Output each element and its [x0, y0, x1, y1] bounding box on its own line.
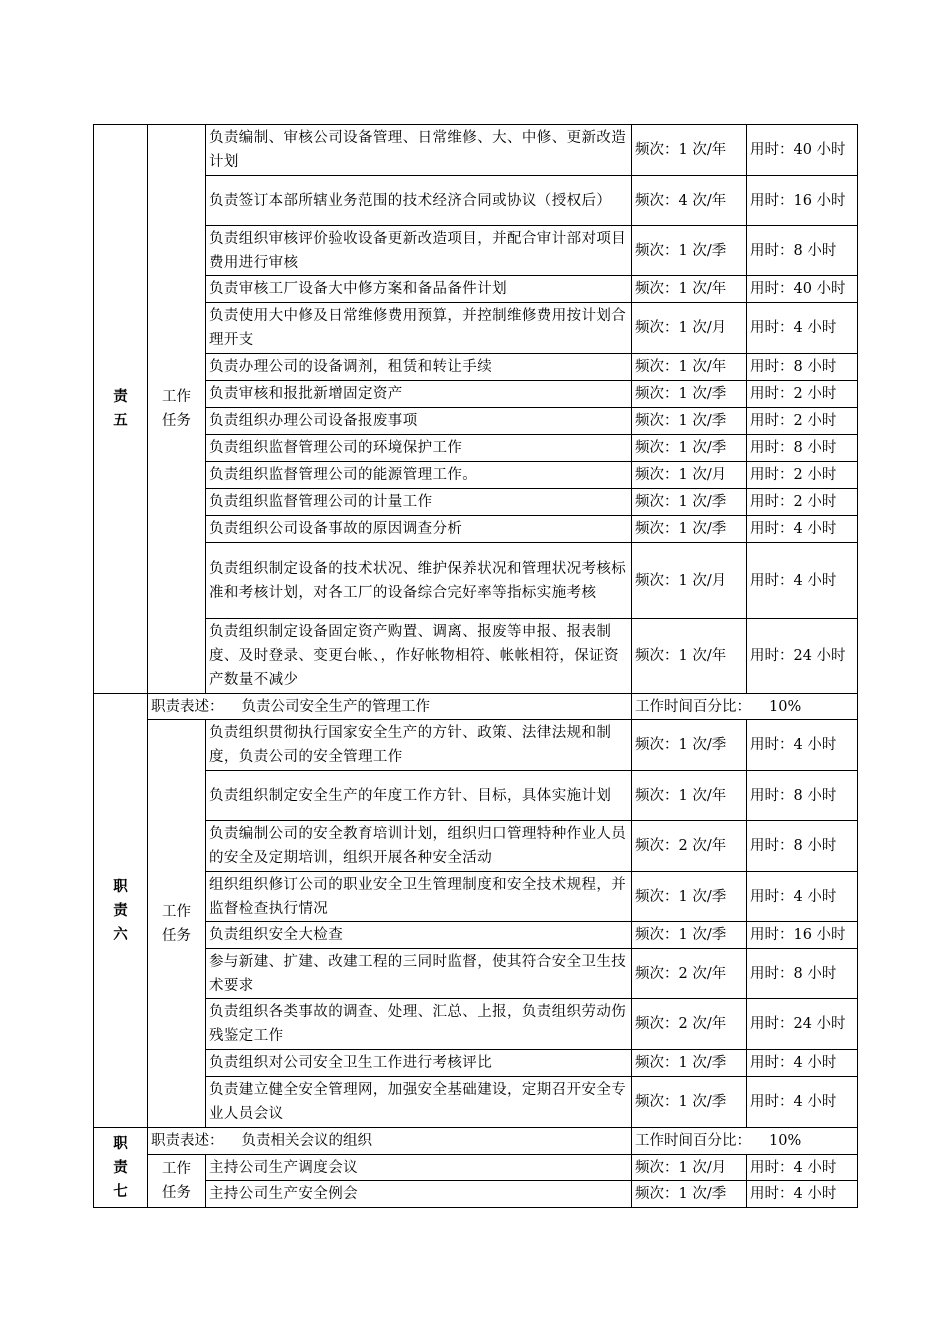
- task-duration: 用时：8 小时: [747, 821, 858, 872]
- task-description: 负责组织贯彻执行国家安全生产的方针、政策、法律法规和制度，负责公司的安全管理工作: [206, 720, 632, 771]
- task-row: [94, 949, 858, 999]
- task-row: [94, 1181, 858, 1208]
- task-description: 负责组织制定设备固定资产购置、调离、报废等申报、报表制度、及时登录、变更台帐、，作好帐物相符、帐帐相符，保证资产数量不减少: [206, 619, 632, 694]
- task-duration: 用时：16 小时: [747, 922, 858, 949]
- task-row: [94, 381, 858, 408]
- task-description: 负责组织监督管理公司的环境保护工作: [206, 435, 632, 462]
- task-frequency: 频次：1 次/季: [632, 381, 747, 408]
- task-duration: 用时：8 小时: [747, 435, 858, 462]
- work-time-percent: [632, 1128, 858, 1155]
- task-row: [94, 720, 858, 771]
- duty-expression-label: 职责表述：: [151, 698, 224, 715]
- task-duration: 用时：16 小时: [747, 176, 858, 226]
- task-description: 负责组织监督管理公司的计量工作: [206, 489, 632, 516]
- work-time-percent-value: 10%: [769, 698, 802, 715]
- task-description: 负责组织各类事故的调查、处理、汇总、上报，负责组织劳动伤残鉴定工作: [206, 999, 632, 1050]
- task-frequency: 频次：1 次/季: [632, 226, 747, 276]
- duty-expression: [148, 694, 632, 720]
- task-duration: 用时：24 小时: [747, 619, 858, 694]
- task-duration: 用时：40 小时: [747, 125, 858, 176]
- task-description: 负责审核工厂设备大中修方案和备品备件计划: [206, 276, 632, 303]
- task-description: 负责组织监督管理公司的能源管理工作。: [206, 462, 632, 489]
- task-row: [94, 821, 858, 872]
- task-description: 负责签订本部所辖业务范围的技术经济合同或协议（授权后）: [206, 176, 632, 226]
- task-category-char: 任务: [162, 1185, 191, 1201]
- task-description: 负责组织对公司安全卫生工作进行考核评比: [206, 1050, 632, 1077]
- task-row: [94, 543, 858, 619]
- task-description: 负责组织公司设备事故的原因调查分析: [206, 516, 632, 543]
- duty-expression-text: 负责相关会议的组织: [241, 1133, 372, 1149]
- task-duration: 用时：2 小时: [747, 408, 858, 435]
- section-title-char: 责: [113, 388, 128, 405]
- task-row: [94, 922, 858, 949]
- task-duration: 用时：4 小时: [747, 303, 858, 354]
- task-category-char: 工作: [162, 1161, 191, 1177]
- task-frequency: 频次：1 次/季: [632, 872, 747, 922]
- task-duration: 用时：4 小时: [747, 1181, 858, 1208]
- task-category: [148, 1155, 206, 1208]
- task-frequency: 频次：4 次/年: [632, 176, 747, 226]
- task-duration: 用时：2 小时: [747, 462, 858, 489]
- task-row: [94, 1050, 858, 1077]
- task-description: 负责组织安全大检查: [206, 922, 632, 949]
- section-title-char: 责: [113, 1158, 128, 1176]
- section-title-char: 七: [113, 1182, 128, 1200]
- task-duration: 用时：4 小时: [747, 1077, 858, 1128]
- task-description: 负责编制公司的安全教育培训计划，组织归口管理特种作业人员的安全及定期培训，组织开展各种安全活动: [206, 821, 632, 872]
- task-duration: 用时：4 小时: [747, 720, 858, 771]
- duty-expression-label: 职责表述：: [151, 1133, 224, 1149]
- task-description: 主持公司生产调度会议: [206, 1155, 632, 1181]
- task-frequency: 频次：1 次/月: [632, 1155, 747, 1181]
- task-frequency: 频次：1 次/年: [632, 125, 747, 176]
- task-duration: 用时：8 小时: [747, 949, 858, 999]
- task-duration: 用时：4 小时: [747, 543, 858, 619]
- task-frequency: 频次：1 次/季: [632, 435, 747, 462]
- task-description: 参与新建、扩建、改建工程的三同时监督，使其符合安全卫生技术要求: [206, 949, 632, 999]
- task-frequency: 频次：2 次/年: [632, 949, 747, 999]
- section-title: [94, 694, 148, 1128]
- task-duration: 用时：24 小时: [747, 999, 858, 1050]
- task-row: [94, 872, 858, 922]
- task-frequency: 频次：1 次/季: [632, 1181, 747, 1208]
- section-title-char: 职: [113, 1134, 128, 1152]
- task-frequency: 频次：2 次/年: [632, 821, 747, 872]
- task-category-char: 任务: [162, 927, 191, 944]
- task-row: [94, 303, 858, 354]
- task-duration: 用时：4 小时: [747, 516, 858, 543]
- work-time-percent-label: 工作时间百分比：: [635, 698, 751, 715]
- task-frequency: 频次：1 次/季: [632, 489, 747, 516]
- task-duration: 用时：8 小时: [747, 226, 858, 276]
- task-category-char: 工作: [162, 903, 191, 920]
- task-category-char: 工作: [162, 389, 191, 405]
- section-title-char: 六: [113, 925, 128, 943]
- section-title: [94, 125, 148, 694]
- work-time-percent: [632, 694, 858, 720]
- task-description: 主持公司生产安全例会: [206, 1181, 632, 1208]
- duty-expression: [148, 1128, 632, 1155]
- task-description: 负责使用大中修及日常维修费用预算，并控制维修费用按计划合理开支: [206, 303, 632, 354]
- task-category: [148, 125, 206, 694]
- task-row: [94, 462, 858, 489]
- task-frequency: 频次：1 次/月: [632, 543, 747, 619]
- task-frequency: 频次：1 次/季: [632, 516, 747, 543]
- task-frequency: 频次：1 次/季: [632, 1077, 747, 1128]
- section-title-char: 职: [113, 877, 128, 895]
- task-row: [94, 999, 858, 1050]
- task-category: [148, 720, 206, 1128]
- task-description: 负责组织制定安全生产的年度工作方针、目标，具体实施计划: [206, 771, 632, 821]
- task-description: 负责建立健全安全管理网，加强安全基础建设，定期召开安全专业人员会议: [206, 1077, 632, 1128]
- task-frequency: 频次：1 次/季: [632, 922, 747, 949]
- expression-row: [94, 1128, 858, 1155]
- duty-table: [93, 124, 858, 1208]
- work-time-percent-value: 10%: [769, 1133, 802, 1149]
- task-duration: 用时：2 小时: [747, 489, 858, 516]
- task-row: [94, 354, 858, 381]
- section-title-char: 五: [113, 412, 128, 429]
- task-category-char: 任务: [162, 413, 191, 429]
- task-frequency: 频次：1 次/月: [632, 303, 747, 354]
- task-row: [94, 125, 858, 176]
- task-description: 组织组织修订公司的职业安全卫生管理制度和安全技术规程，并监督检查执行情况: [206, 872, 632, 922]
- task-row: [94, 1155, 858, 1181]
- task-frequency: 频次：1 次/季: [632, 408, 747, 435]
- task-description: 负责审核和报批新增固定资产: [206, 381, 632, 408]
- task-frequency: 频次：1 次/年: [632, 276, 747, 303]
- task-description: 负责办理公司的设备调剂，租赁和转让手续: [206, 354, 632, 381]
- work-time-percent-label: 工作时间百分比：: [635, 1133, 751, 1149]
- task-description: 负责组织审核评价验收设备更新改造项目，并配合审计部对项目费用进行审核: [206, 226, 632, 276]
- task-duration: 用时：40 小时: [747, 276, 858, 303]
- task-frequency: 频次：1 次/年: [632, 354, 747, 381]
- task-frequency: 频次：1 次/年: [632, 619, 747, 694]
- task-row: [94, 489, 858, 516]
- task-duration: 用时：4 小时: [747, 872, 858, 922]
- task-duration: 用时：4 小时: [747, 1155, 858, 1181]
- task-row: [94, 771, 858, 821]
- task-frequency: 频次：1 次/季: [632, 720, 747, 771]
- task-description: 负责编制、审核公司设备管理、日常维修、大、中修、更新改造计划: [206, 125, 632, 176]
- task-row: [94, 276, 858, 303]
- task-description: 负责组织制定设备的技术状况、维护保养状况和管理状况考核标准和考核计划，对各工厂的设备综合完好率等指标实施考核: [206, 543, 632, 619]
- task-duration: 用时：2 小时: [747, 381, 858, 408]
- task-duration: 用时：4 小时: [747, 1050, 858, 1077]
- task-duration: 用时：8 小时: [747, 354, 858, 381]
- task-row: [94, 516, 858, 543]
- task-row: [94, 435, 858, 462]
- task-row: [94, 1077, 858, 1128]
- section-title: [94, 1128, 148, 1208]
- task-frequency: 频次：1 次/月: [632, 462, 747, 489]
- task-frequency: 频次：1 次/年: [632, 771, 747, 821]
- task-row: [94, 408, 858, 435]
- task-row: [94, 619, 858, 694]
- task-frequency: 频次：1 次/季: [632, 1050, 747, 1077]
- task-row: [94, 176, 858, 226]
- task-row: [94, 226, 858, 276]
- section-title-char: 责: [113, 901, 128, 919]
- task-duration: 用时：8 小时: [747, 771, 858, 821]
- duty-expression-text: 负责公司安全生产的管理工作: [241, 698, 430, 715]
- expression-row: [94, 694, 858, 720]
- task-frequency: 频次：2 次/年: [632, 999, 747, 1050]
- task-description: 负责组织办理公司设备报废事项: [206, 408, 632, 435]
